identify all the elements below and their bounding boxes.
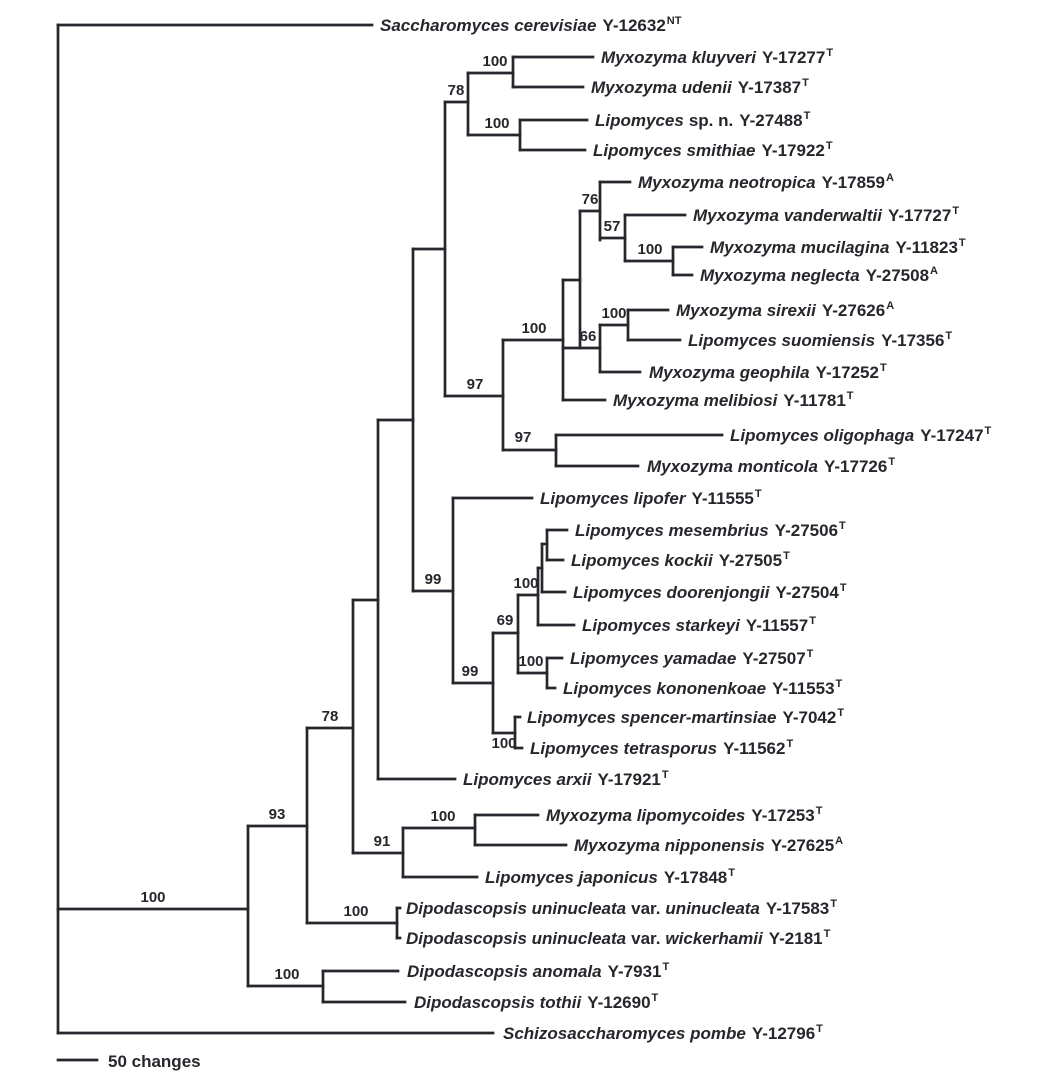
taxon-name-roman: sp. n.	[688, 111, 734, 130]
strain-number: Y-27488	[739, 111, 803, 130]
taxon-label	[407, 961, 670, 981]
taxon-label	[463, 769, 669, 789]
strain-number: Y-12796	[751, 1024, 816, 1043]
type-strain-superscript: T	[826, 47, 834, 59]
taxon-label	[485, 867, 735, 887]
taxon-label	[406, 928, 831, 948]
strain-number: Y-11562	[723, 739, 786, 758]
strain-number: Y-17247	[920, 426, 984, 445]
taxon-name-italic: Lipomyces lipofer	[540, 489, 686, 508]
strain-number: Y-17253	[751, 806, 815, 825]
bootstrap-value: 100	[521, 320, 547, 337]
taxon-name-italic: Lipomyces kononenkoae	[563, 679, 767, 698]
strain-number: Y-27625	[770, 836, 835, 855]
strain-number: Y-17356	[881, 331, 945, 350]
strain-number: Y-17848	[663, 868, 728, 887]
strain-number: Y-7042	[782, 708, 837, 727]
strain-number: Y-27505	[718, 551, 783, 570]
taxon-name-italic: Lipomyces tetrasporus	[530, 739, 718, 758]
taxon-name-italic: Myxozyma melibiosi	[613, 391, 778, 410]
bootstrap-value: 99	[424, 571, 442, 588]
type-strain-superscript: T	[952, 205, 960, 217]
type-strain-superscript: A	[885, 172, 894, 184]
taxon-label	[570, 648, 814, 668]
taxon-name-italic: Myxozyma nipponensis	[574, 836, 765, 855]
type-strain-superscript: T	[816, 1023, 823, 1035]
bootstrap-value: 57	[603, 218, 621, 235]
type-strain-superscript: T	[786, 738, 794, 750]
strain-number: Y-27506	[774, 521, 839, 540]
taxon-name-italic: Lipomyces starkeyi	[582, 616, 740, 635]
taxon-name-italic: Myxozyma kluyveri	[601, 48, 756, 67]
type-strain-superscript: T	[839, 520, 846, 532]
taxon-label	[591, 77, 809, 97]
taxon-label	[688, 330, 952, 350]
taxon-name-italic: Dipodascopsis uninucleata	[406, 899, 627, 918]
bootstrap-value: 76	[581, 191, 599, 208]
bootstrap-value: 100	[637, 241, 663, 258]
bootstrap-value: 100	[430, 808, 456, 825]
taxon-name-roman: var.	[631, 899, 661, 918]
bootstrap-value: 100	[491, 735, 517, 752]
strain-number: Y-12632	[602, 16, 666, 35]
taxon-label	[582, 615, 816, 635]
type-strain-superscript: T	[945, 330, 953, 342]
type-strain-superscript: T	[879, 362, 887, 374]
taxon-name-italic: Dipodascopsis tothii	[414, 993, 582, 1012]
type-strain-superscript: T	[825, 140, 833, 152]
bootstrap-value: 100	[482, 53, 508, 70]
type-strain-superscript: T	[888, 456, 896, 468]
taxon-label	[571, 550, 790, 570]
taxon-label	[693, 205, 959, 225]
taxon-label	[380, 15, 682, 35]
type-strain-superscript: T	[651, 992, 659, 1004]
type-strain-superscript: T	[984, 425, 992, 437]
taxon-label	[503, 1023, 823, 1043]
taxon-name-italic: Myxozyma sirexii	[676, 301, 816, 320]
strain-number: Y-27507	[742, 649, 806, 668]
type-strain-superscript: T	[754, 488, 762, 500]
bootstrap-value: 100	[518, 653, 544, 670]
taxon-name-italic: Myxozyma geophila	[649, 363, 810, 382]
type-strain-superscript: NT	[666, 15, 682, 27]
strain-number: Y-27504	[775, 583, 839, 602]
taxon-name-italic: Lipomyces suomiensis	[688, 331, 876, 350]
taxon-name-italic: Schizosaccharomyces pombe	[503, 1024, 746, 1043]
type-strain-superscript: T	[661, 769, 669, 781]
type-strain-superscript: T	[837, 707, 845, 719]
strain-number: Y-11823	[895, 238, 958, 257]
strain-number: Y-17727	[887, 206, 952, 225]
bootstrap-value: 100	[140, 889, 166, 906]
type-strain-superscript: T	[662, 961, 670, 973]
type-strain-superscript: T	[839, 582, 847, 594]
taxon-name-roman: var.	[631, 929, 661, 948]
type-strain-superscript: T	[783, 550, 790, 562]
taxon-name-italic: Myxozyma udenii	[591, 78, 732, 97]
strain-number: Y-17726	[824, 457, 888, 476]
bootstrap-value: 100	[274, 966, 300, 983]
taxon-name-italic: Myxozyma lipomycoides	[546, 806, 746, 825]
taxon-name-italic: Myxozyma mucilagina	[710, 238, 890, 257]
strain-number: Y-17583	[765, 899, 830, 918]
taxon-name-italic: Lipomyces smithiae	[593, 141, 756, 160]
taxon-name-italic: Lipomyces kockii	[571, 551, 713, 570]
taxon-name-italic: Dipodascopsis anomala	[407, 962, 602, 981]
strain-number: Y-11555	[691, 489, 754, 508]
type-strain-superscript: T	[809, 615, 816, 627]
taxon-name-italic: Lipomyces doorenjongii	[573, 583, 770, 602]
strain-number: Y-11781	[783, 391, 846, 410]
taxon-label	[593, 140, 833, 160]
strain-number: Y-12690	[587, 993, 651, 1012]
taxon-name-italic: Myxozyma neotropica	[638, 173, 816, 192]
taxon-label	[613, 390, 854, 410]
strain-number: Y-17859	[821, 173, 885, 192]
taxon-label	[546, 805, 823, 825]
taxon-label	[601, 47, 833, 67]
bootstrap-value: 99	[461, 663, 479, 680]
taxon-label	[540, 488, 762, 508]
bootstrap-value: 100	[513, 575, 539, 592]
type-strain-superscript: T	[815, 805, 823, 817]
bootstrap-value: 66	[579, 328, 597, 345]
taxon-name-italic: Myxozyma vanderwaltii	[693, 206, 882, 225]
strain-number: Y-11553	[772, 679, 835, 698]
taxon-name-italic: Saccharomyces cerevisiae	[380, 16, 597, 35]
taxon-name-italic: Lipomyces spencer-martinsiae	[527, 708, 777, 727]
taxon-name-italic: Lipomyces	[595, 111, 684, 130]
taxon-name-italic: Dipodascopsis uninucleata	[406, 929, 627, 948]
strain-number: Y-27626	[821, 301, 886, 320]
bootstrap-value: 100	[484, 115, 510, 132]
taxon-name-italic: wickerhamii	[665, 929, 763, 948]
strain-number: Y-17921	[597, 770, 661, 789]
strain-number: Y-2181	[768, 929, 823, 948]
bootstrap-value: 100	[343, 903, 369, 920]
bootstrap-value: 91	[373, 833, 391, 850]
strain-number: Y-11557	[745, 616, 809, 635]
taxon-label	[676, 300, 894, 320]
type-strain-superscript: T	[958, 237, 966, 249]
strain-number: Y-27508	[865, 266, 930, 285]
type-strain-superscript: T	[846, 390, 854, 402]
type-strain-superscript: A	[835, 835, 844, 847]
taxon-label	[406, 898, 837, 918]
bootstrap-value: 78	[321, 708, 339, 725]
bootstrap-value: 97	[466, 376, 484, 393]
taxon-name-italic: Myxozyma monticola	[647, 457, 818, 476]
taxon-name-italic: uninucleata	[665, 899, 760, 918]
taxon-label	[574, 835, 843, 855]
type-strain-superscript: A	[930, 265, 938, 277]
bootstrap-value: 78	[447, 82, 465, 99]
taxon-label	[595, 110, 811, 130]
taxon-label	[575, 520, 846, 540]
type-strain-superscript: T	[802, 77, 809, 89]
strain-number: Y-17922	[761, 141, 825, 160]
type-strain-superscript: T	[823, 928, 831, 940]
taxon-label	[649, 362, 887, 382]
type-strain-superscript: A	[886, 300, 895, 312]
taxon-name-italic: Lipomyces japonicus	[485, 868, 658, 887]
taxon-name-italic: Lipomyces oligophaga	[730, 426, 915, 445]
bootstrap-value: 97	[514, 429, 532, 446]
taxon-label	[563, 678, 843, 698]
bootstrap-value: 100	[601, 305, 627, 322]
taxon-name-italic: Myxozyma neglecta	[700, 266, 860, 285]
taxon-label	[647, 456, 895, 476]
taxon-name-italic: Lipomyces mesembrius	[575, 521, 769, 540]
bootstrap-value: 69	[496, 612, 514, 629]
type-strain-superscript: T	[803, 110, 811, 122]
taxon-label	[638, 172, 894, 192]
type-strain-superscript: T	[835, 678, 843, 690]
type-strain-superscript: T	[830, 898, 837, 910]
taxon-name-italic: Lipomyces yamadae	[570, 649, 737, 668]
taxon-label	[730, 425, 992, 445]
taxon-label	[573, 582, 847, 602]
scale-bar-label: 50 changes	[108, 1052, 201, 1071]
taxon-label	[527, 707, 844, 727]
type-strain-superscript: T	[728, 867, 735, 879]
bootstrap-value: 93	[268, 806, 286, 823]
taxon-label	[700, 265, 938, 285]
taxon-label	[710, 237, 966, 257]
taxon-label	[530, 738, 793, 758]
taxon-label	[414, 992, 659, 1012]
strain-number: Y-17252	[815, 363, 879, 382]
strain-number: Y-17277	[761, 48, 826, 67]
strain-number: Y-17387	[737, 78, 802, 97]
taxon-name-italic: Lipomyces arxii	[463, 770, 592, 789]
type-strain-superscript: T	[806, 648, 814, 660]
strain-number: Y-7931	[607, 962, 662, 981]
